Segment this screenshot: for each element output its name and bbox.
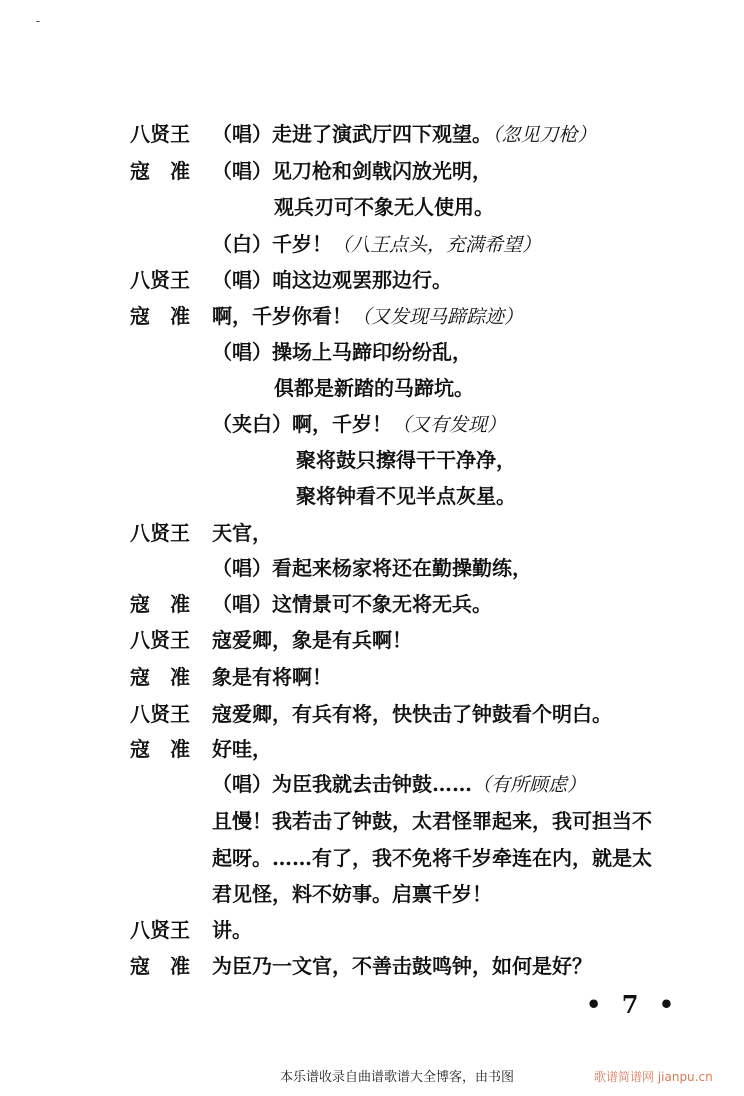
speaker: 八贤王: [130, 628, 190, 652]
speaker: 八贤王: [130, 918, 190, 942]
footer-note: 本乐谱收录自曲谱歌谱大全博客，由书图: [280, 1070, 515, 1085]
line-text: 起呀。……有了，我不免将千岁牵连在内，就是太: [212, 846, 652, 870]
speaker: 八贤王: [130, 268, 190, 292]
speaker: 寇 准: [130, 954, 190, 978]
speaker: 寇 准: [130, 592, 190, 616]
line-text: （唱）走进了演武厅四下观望。: [212, 122, 492, 146]
stage-direction: （有所顾虑）: [472, 774, 587, 796]
line-text: 天官，: [212, 521, 272, 545]
line-text: 为臣乃一文官，不善击鼓鸣钟，如何是好？: [212, 954, 592, 978]
line-text: （唱）这情景可不象无将无兵。: [212, 592, 492, 616]
line-text: 俱都是新踏的马蹄坑。: [274, 376, 474, 400]
line-text: （白）千岁！: [212, 232, 332, 256]
line-text: （唱）操场上马蹄印纷纷乱，: [212, 340, 472, 364]
line-text: 观兵刃可不象无人使用。: [274, 195, 494, 219]
speaker: 寇 准: [130, 737, 190, 761]
line-text: 聚将钟看不见半点灰星。: [296, 484, 516, 508]
stage-direction: （忽见刀枪）: [492, 124, 597, 146]
watermark: 歌谱简谱网 jianpu.cn: [594, 1070, 713, 1084]
line-text: 寇爱卿，有兵有将，快快击了钟鼓看个明白。: [212, 702, 612, 726]
speaker: 寇 准: [130, 159, 190, 183]
stage-direction: （八王点头，充满希望）: [332, 234, 542, 256]
line-text: （唱）见刀枪和剑戟闪放光明，: [212, 159, 492, 183]
speaker: 八贤王: [130, 702, 190, 726]
line-text: 君见怪，料不妨事。启禀千岁！: [212, 882, 492, 906]
line-text: 且慢！我若击了钟鼓，太君怪罪起来，我可担当不: [212, 809, 652, 833]
speaker: 寇 准: [130, 304, 190, 328]
speaker: 寇 准: [130, 665, 190, 689]
line-text: 寇爱卿，象是有兵啊！: [212, 628, 412, 652]
stage-direction: （又发现马蹄踪迹）: [352, 306, 524, 328]
speaker: 八贤王: [130, 521, 190, 545]
line-text: 聚将鼓只擦得干干净净，: [296, 448, 516, 472]
line-text: （唱）看起来杨家将还在勤操勤练，: [212, 556, 532, 580]
line-text: （唱）为臣我就去击钟鼓……: [212, 772, 472, 796]
line-text: 讲。: [212, 918, 252, 942]
line-text: 啊，千岁你看！: [212, 304, 352, 328]
line-text: 好哇，: [212, 737, 272, 761]
stage-direction: （又有发现）: [392, 414, 507, 436]
line-text: （唱）咱这边观罢那边行。: [212, 268, 452, 292]
line-text: （夹白）啊，千岁！: [212, 412, 392, 436]
corner-mark: -: [36, 14, 41, 28]
page-number: • 7 •: [586, 990, 681, 1019]
line-text: 象是有将啊！: [212, 665, 332, 689]
speaker: 八贤王: [130, 122, 190, 146]
